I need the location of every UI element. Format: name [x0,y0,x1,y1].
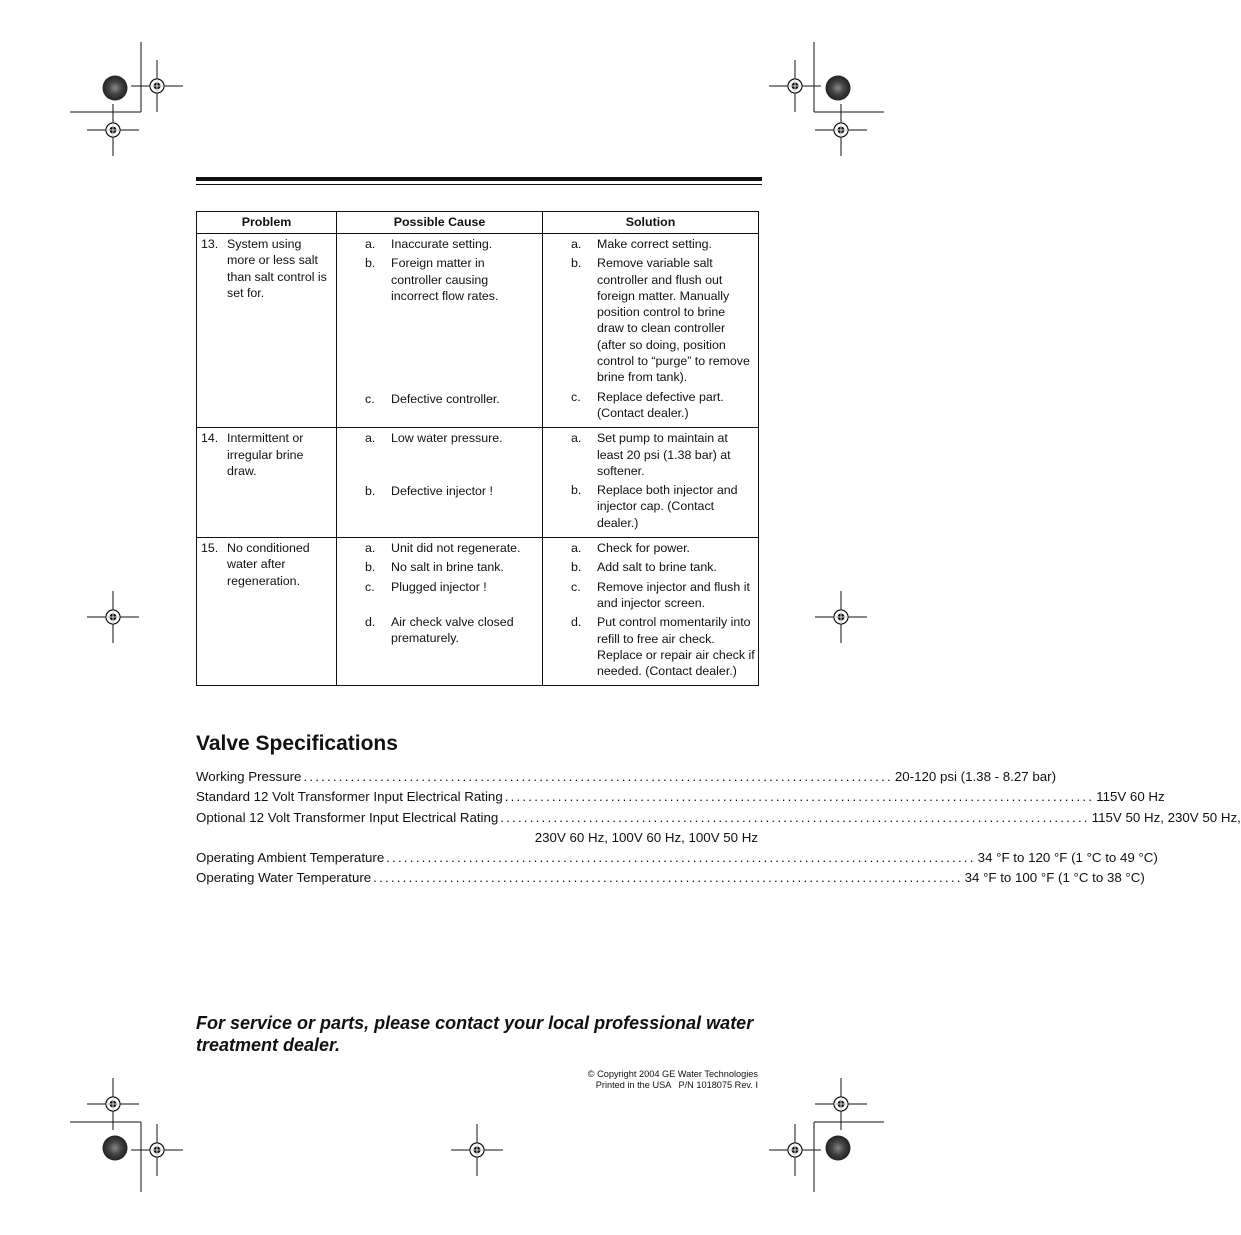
service-note: For service or parts, please contact your local professional water treatment dealer. [196,1013,754,1055]
problem-number: 15. [201,541,219,556]
spec-item [196,868,1145,888]
leader-dots: .................................................................................................... [500,809,1090,825]
cause-cell [337,428,543,538]
spec-list [196,767,1241,889]
solution-item: c. Replace defective part. (Contact dealer.) [571,389,724,420]
problem-text: No conditioned water after regeneration. [227,541,310,588]
problem-cell [197,234,337,428]
spec-label: Operating Water Temperature [196,870,372,886]
section-title: Valve Specifications [196,732,398,755]
cause-item: b. Defective injector ! [365,483,493,498]
spec-label: Optional 12 Volt Transformer Input Electrical Rating [196,809,499,825]
solution-item: b. Replace both injector and injector cap. (Contact dealer.) [571,483,738,530]
solution-item: a. Check for power. [571,541,690,556]
spec-item [196,808,1241,828]
cause-item: a. Inaccurate setting. [365,237,493,251]
registration-mark [769,60,821,112]
spec-value: 115V 50 Hz, 230V 50 Hz, [1091,809,1241,825]
registration-mark [451,1124,503,1176]
star-target [103,76,128,101]
cause-cell [337,538,543,686]
cause-item: b. No salt in brine tank. [365,560,504,575]
star-target [103,1136,128,1161]
leader-dots: .................................................................................................... [303,769,893,784]
spec-value: 34 °F to 100 °F (1 °C to 38 °C) [964,870,1145,886]
solution-cell [543,538,759,686]
copyright-block [520,1069,758,1091]
registration-mark [769,1124,821,1176]
copyright-line: © Copyright 2004 GE Water Technologies [587,1069,758,1079]
solution-header: Solution [543,212,759,234]
table-header-row [197,212,759,234]
spec-label: Working Pressure [196,769,302,784]
cause-item: b. Foreign matter in controller causing incorrect flow rates. [365,256,499,303]
part-number-line: Printed in the USA P/N 1018075 Rev. I [595,1080,758,1090]
solution-item: d. Put control momentarily into refill to free air check. Replace or repair air check if needed. (Contact dealer.) [571,615,755,679]
cause-header: Possible Cause [337,212,543,234]
cause-cell [337,234,543,428]
spec-value: 115V 60 Hz [1096,789,1165,805]
header-rule-thin [196,184,762,185]
leader-dots: .................................................................................................... [504,789,1095,805]
spec-label: Operating Ambient Temperature [196,850,385,866]
cause-item: c. Plugged injector ! [365,579,487,594]
registration-mark [131,1124,183,1176]
leader-dots: .................................................................................................... [386,850,976,866]
solution-item: a. Set pump to maintain at least 20 psi (1.38 bar) at softener. [571,431,731,478]
troubleshooting-table [196,211,759,686]
spec-item [196,767,1057,787]
problem-number: 13. [201,237,219,251]
solution-cell [543,428,759,538]
cause-item: d. Air check valve closed prematurely. [365,614,514,646]
table-row [197,428,759,538]
leader-dots: .................................................................................................... [373,870,963,886]
problem-number: 14. [201,431,219,446]
spec-value: 34 °F to 120 °F (1 °C to 49 °C) [977,850,1158,866]
spec-value: 20-120 psi (1.38 - 8.27 bar) [894,769,1057,784]
registration-mark [815,591,867,643]
solution-item: a. Make correct setting. [571,237,713,251]
problem-header: Problem [197,212,337,234]
cause-item: c. Defective controller. [365,392,500,407]
problem-text: System using more or less salt than salt control is set for. [227,237,327,300]
table-row [197,234,759,428]
solution-item: b. Add salt to brine tank. [571,560,717,575]
star-target [826,76,851,101]
solution-item: b. Remove variable salt controller and flush out foreign matter. Manually position control to brine draw to clean controller (after so doing, position control to “purge” to remove brine from tank). [571,256,750,385]
spec-value-continuation: 230V 60 Hz, 100V 60 Hz, 100V 50 Hz [534,829,758,845]
spec-item [196,787,1165,807]
header-rule-thick [196,177,762,181]
spec-item [196,848,1158,868]
registration-mark [87,591,139,643]
star-target [826,1136,851,1161]
cause-item: a. Low water pressure. [365,431,503,446]
problem-text: Intermittent or irregular brine draw. [227,431,304,478]
problem-cell [197,428,337,538]
registration-mark [131,60,183,112]
solution-cell [543,234,759,428]
cause-item: a. Unit did not regenerate. [365,541,521,556]
solution-item: c. Remove injector and flush it and injector screen. [571,579,750,610]
table-row [197,538,759,686]
spec-label: Standard 12 Volt Transformer Input Electrical Rating [196,789,503,805]
problem-cell [197,538,337,686]
